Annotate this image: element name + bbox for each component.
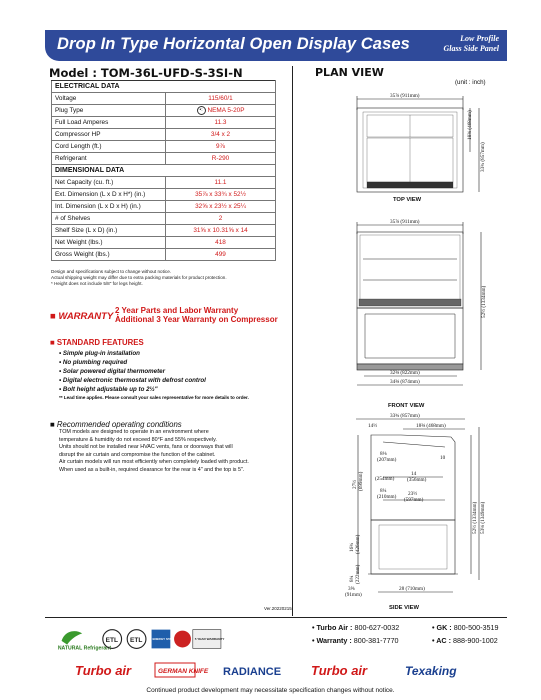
warranty-label: ■ WARRANTY : <box>50 311 119 322</box>
dim-top-right1: 18⅜ (468mm) <box>467 110 473 140</box>
svg-text:5 YEAR WARRANTY: 5 YEAR WARRANTY <box>194 636 225 641</box>
front-view-upper <box>357 232 463 308</box>
row-value: 418 <box>166 237 276 249</box>
row-value: 11.1 <box>166 177 276 189</box>
dim-side-d: 10 <box>440 455 446 461</box>
svg-text:ETL: ETL <box>130 636 143 644</box>
table-row <box>52 225 276 237</box>
table-row <box>52 93 276 105</box>
dim-side-d2: (254mm) <box>375 476 395 482</box>
list-item: • Digital electronic thermostat with defrost control <box>59 377 206 384</box>
certification-badges <box>50 624 300 654</box>
side-view-label: SIDE VIEW <box>389 605 419 611</box>
dim-side-k2: (91mm) <box>345 592 362 598</box>
table-row <box>52 117 276 129</box>
table-row <box>52 141 276 153</box>
dim-front-b1: 32⅜ (822mm) <box>390 370 420 376</box>
row-value <box>166 105 276 117</box>
row-value: 9⅞ <box>166 141 276 153</box>
row-label: Refrigerant <box>52 153 166 165</box>
row-value: 35⅞ x 33¾ x 52½ <box>166 189 276 201</box>
subtitle <box>443 34 499 54</box>
lead-time-note: ** Lead time applies. Please consult your sales representative for more details to order. <box>59 396 249 401</box>
dim-side-c2: (207mm) <box>377 457 397 463</box>
dim-side-h: 27½ <box>352 479 358 489</box>
text-line: temperature & humidity do not exceed 80°F and 55% respectively. <box>59 436 217 443</box>
note-line: Design and specifications subject to change without notice. <box>51 269 172 274</box>
text-line: TOM models are designed to operate in an environment where <box>59 429 209 435</box>
natural-badge: NATURAL Refrigerant <box>57 645 112 652</box>
dim-side-a: 14½ <box>368 423 378 429</box>
subtitle-line-1: Low Profile <box>460 34 499 43</box>
plan-drawings <box>293 82 508 612</box>
features-list <box>59 349 290 403</box>
dim-side-top: 33¾ (857mm) <box>390 413 420 419</box>
row-label: Net Weight (lbs.) <box>52 237 166 249</box>
dim-side-f: 8¼ <box>380 488 387 494</box>
recommended-text <box>59 429 290 475</box>
standard-features <box>50 338 290 403</box>
brand-turbo-air-2: Turbo air <box>311 663 368 678</box>
dim-side-k: 3⅝ <box>348 586 355 592</box>
text-line: disrupt the air curtain and compromise the function of the cabinet. <box>59 451 216 458</box>
row-value: 499 <box>166 249 276 261</box>
text-line: Units should not be installed near HVAC vents, fans or doorways that will <box>59 444 233 451</box>
brand-turbo-air: Turbo air <box>75 663 132 678</box>
dim-side-b: 18⅜ (468mm) <box>416 423 446 429</box>
contact-list <box>312 621 498 647</box>
list-item: • Bolt height adjustable up to 2½" <box>59 386 158 393</box>
top-view-label: TOP VIEW <box>393 197 422 203</box>
row-label: Int. Dimension (L x D x H) (in.) <box>52 201 166 213</box>
row-value: R-290 <box>166 153 276 165</box>
dim-side-e2: (356mm) <box>407 477 427 483</box>
dim-side-e: 14 <box>411 471 417 477</box>
subtitle-line-2: Glass Side Panel <box>443 44 499 53</box>
contact-gk: • GK : 800-500-3519 <box>432 623 499 632</box>
row-label: Cord Length (ft.) <box>52 141 166 153</box>
page-title: Drop In Type Horizontal Open Display Cases <box>57 35 410 53</box>
table-row <box>52 237 276 249</box>
row-label: Gross Weight (lbs.) <box>52 249 166 261</box>
dim-top-right2: 33¾ (857mm) <box>480 142 486 172</box>
text-line: Air curtain models will run most efficiently when completely loaded with product. <box>59 459 249 466</box>
note-line: * Height does not include 5/8" for legs height. <box>51 281 143 286</box>
dim-side-j: 8¾ <box>349 575 355 582</box>
dim-side-bottom: 28 (710mm) <box>399 586 425 592</box>
dim-side-g: 23½ <box>408 491 418 497</box>
side-view-base <box>371 520 455 574</box>
warranty-section <box>50 306 278 324</box>
title-banner <box>45 30 507 61</box>
dim-side-i: 16¾ <box>349 542 355 552</box>
version-label: Ver.20220215 <box>264 606 292 611</box>
brand-radiance: RADIANCE <box>223 666 282 678</box>
table-row <box>52 189 276 201</box>
row-label: Shelf Size (L x D) (in.) <box>52 225 166 237</box>
recommended-conditions <box>50 420 290 475</box>
brand-texaking: Texaking <box>405 664 457 678</box>
row-value: 11.3 <box>166 117 276 129</box>
row-value: 32⅝ x 23½ x 25¼ <box>166 201 276 213</box>
row-label: Plug Type <box>52 105 166 117</box>
standard-features-header: ■ STANDARD FEATURES <box>50 338 144 347</box>
plan-view-title: PLAN VIEW <box>315 66 384 79</box>
row-label: Ext. Dimension (L x D x H*) (in.) <box>52 189 166 201</box>
electrical-header: ELECTRICAL DATA <box>52 81 276 93</box>
table-row <box>52 129 276 141</box>
unit-label: (unit : inch) <box>455 79 486 86</box>
list-item: • No plumbing required <box>59 359 128 366</box>
row-label: Net Capacity (cu. ft.) <box>52 177 166 189</box>
list-item: • Simple plug-in installation <box>59 350 140 357</box>
row-value: 115/60/1 <box>166 93 276 105</box>
dim-side-i2: (426mm) <box>355 534 361 554</box>
row-label: Voltage <box>52 93 166 105</box>
dim-side-right: 52½ (1334mm) <box>472 501 478 534</box>
brand-german-knife: GERMAN KNIFE <box>158 668 209 675</box>
text-line: When used as a built-in, required clearance for the rear is 4" and the top is 5". <box>59 466 245 473</box>
contact-warranty: • Warranty : 800-381-7770 <box>312 636 399 645</box>
table-row <box>52 213 276 225</box>
dim-side-j2: (222mm) <box>355 564 361 584</box>
dim-side-right2: 53⅛ (1349mm) <box>480 501 486 534</box>
table-row <box>52 105 276 117</box>
contact-turbo-air: • Turbo Air : 800-627-0032 <box>312 623 400 632</box>
row-value: 31⅝ x 10.31⅝ x 14 <box>166 225 276 237</box>
leaf-icon <box>62 631 83 644</box>
table-row <box>52 177 276 189</box>
footer-divider <box>45 617 507 618</box>
dim-front-b2: 34⅜ (874mm) <box>390 379 420 385</box>
warranty-seal-icon <box>174 631 191 648</box>
warranty-line-2: Additional 3 Year Warranty on Compressor <box>115 315 278 324</box>
dim-side-g2: (597mm) <box>404 497 424 503</box>
dim-side-f2: (210mm) <box>377 494 397 500</box>
plug-icon: •: <box>197 106 206 115</box>
spec-table <box>51 80 276 261</box>
model-title: Model : TOM-36L-UFD-S-3SI-N <box>49 66 243 80</box>
footer-disclaimer: Continued product development may necessitate specification changes without notice. <box>146 687 395 694</box>
spec-notes <box>51 269 227 287</box>
list-item: • Solar powered digital thermometer <box>59 368 166 375</box>
dim-side-c: 8⅛ <box>380 451 387 457</box>
dim-front-width: 35⅞ (911mm) <box>390 219 420 225</box>
table-row <box>52 153 276 165</box>
dimensional-header: DIMENSIONAL DATA <box>52 165 276 177</box>
row-label: Compressor HP <box>52 129 166 141</box>
table-row <box>52 201 276 213</box>
row-value: 2 <box>166 213 276 225</box>
contact-ac: • AC : 888-900-1002 <box>432 636 498 645</box>
row-label: # of Shelves <box>52 213 166 225</box>
note-line: Actual shipping weight may differ due to extra packing materials for product protection. <box>51 275 227 280</box>
brand-logos <box>75 660 495 680</box>
front-view-label: FRONT VIEW <box>388 403 425 409</box>
row-value: 3/4 x 2 <box>166 129 276 141</box>
warranty-line-1: 2 Year Parts and Labor Warranty <box>115 306 239 315</box>
svg-text:ENERGY STAR: ENERGY STAR <box>152 636 174 641</box>
dim-front-height: 52½ (1334mm) <box>481 285 487 318</box>
plug-value: NEMA 5-20P <box>207 107 245 115</box>
table-row <box>52 249 276 261</box>
dim-side-h2: (699mm) <box>358 471 364 491</box>
dim-top-width: 35⅞ (911mm) <box>390 93 420 99</box>
recommended-header: ■ Recommended operating conditions <box>50 420 182 429</box>
row-label: Full Load Amperes <box>52 117 166 129</box>
svg-text:ETL: ETL <box>105 636 119 644</box>
front-view-lower <box>357 308 463 364</box>
